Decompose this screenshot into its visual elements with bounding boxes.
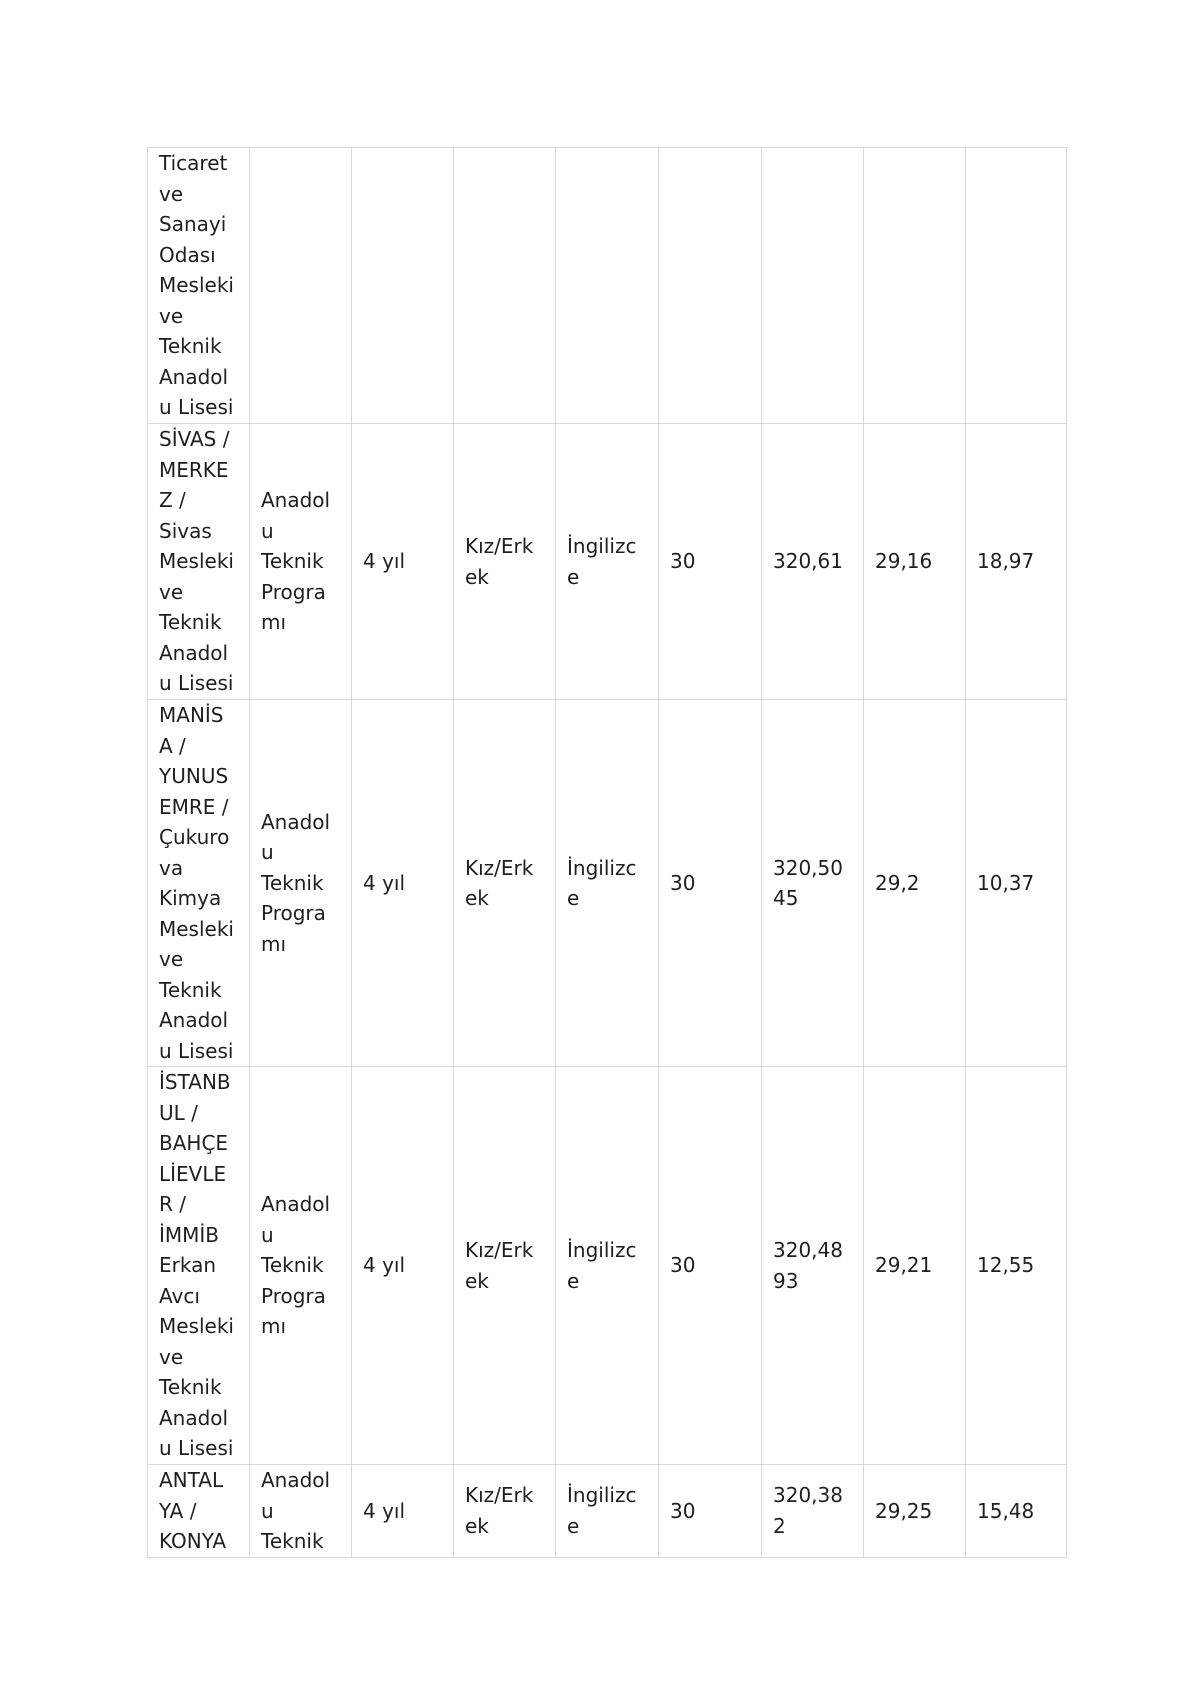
- program-cell: Anadol u Teknik Progra mı: [250, 1067, 352, 1465]
- table-row: [148, 148, 1067, 424]
- gender-cell: [454, 148, 556, 424]
- duration-cell: 4 yıl: [352, 424, 454, 700]
- school-cell: SİVAS / MERKE Z / Sivas Mesleki ve Teknik Anadol u Lisesi: [148, 424, 250, 700]
- quota-cell: 30: [659, 1067, 762, 1465]
- gender-cell: Kız/Erk ek: [454, 700, 556, 1067]
- quota-cell: 30: [659, 424, 762, 700]
- extra-cell: 10,37: [966, 700, 1067, 1067]
- score-cell: 320,38 2: [762, 1465, 864, 1558]
- duration-cell: 4 yıl: [352, 1067, 454, 1465]
- duration-cell: 4 yıl: [352, 700, 454, 1067]
- gender-cell: Kız/Erk ek: [454, 1067, 556, 1465]
- language-cell: [556, 148, 659, 424]
- table-row: [148, 1465, 1067, 1558]
- percentile-cell: [864, 148, 966, 424]
- percentile-cell: 29,25: [864, 1465, 966, 1558]
- table-row: [148, 1067, 1067, 1465]
- quota-cell: [659, 148, 762, 424]
- language-cell: İngilizc e: [556, 700, 659, 1067]
- quota-cell: 30: [659, 700, 762, 1067]
- program-cell: Anadol u Teknik Progra mı: [250, 424, 352, 700]
- program-cell: Anadol u Teknik Progra mı: [250, 700, 352, 1067]
- quota-cell: 30: [659, 1465, 762, 1558]
- extra-cell: 15,48: [966, 1465, 1067, 1558]
- duration-cell: 4 yıl: [352, 1465, 454, 1558]
- table-row: [148, 700, 1067, 1067]
- percentile-cell: 29,16: [864, 424, 966, 700]
- percentile-cell: 29,21: [864, 1067, 966, 1465]
- table-row: [148, 424, 1067, 700]
- school-cell: İSTANB UL / BAHÇE LİEVLE R / İMMİB Erkan Avcı Mesleki ve Teknik Anadol u Lisesi: [148, 1067, 250, 1465]
- gender-cell: Kız/Erk ek: [454, 424, 556, 700]
- school-score-table: [147, 147, 1067, 1558]
- score-cell: 320,61: [762, 424, 864, 700]
- school-cell: Ticaret ve Sanayi Odası Mesleki ve Teknik Anadol u Lisesi: [148, 148, 250, 424]
- program-cell: [250, 148, 352, 424]
- extra-cell: 12,55: [966, 1067, 1067, 1465]
- language-cell: İngilizc e: [556, 424, 659, 700]
- extra-cell: 18,97: [966, 424, 1067, 700]
- score-cell: [762, 148, 864, 424]
- school-cell: MANİS A / YUNUS EMRE / Çukuro va Kimya Mesleki ve Teknik Anadol u Lisesi: [148, 700, 250, 1067]
- language-cell: İngilizc e: [556, 1465, 659, 1558]
- score-cell: 320,50 45: [762, 700, 864, 1067]
- language-cell: İngilizc e: [556, 1067, 659, 1465]
- duration-cell: [352, 148, 454, 424]
- school-cell: ANTAL YA / KONYA: [148, 1465, 250, 1558]
- score-cell: 320,48 93: [762, 1067, 864, 1465]
- percentile-cell: 29,2: [864, 700, 966, 1067]
- extra-cell: [966, 148, 1067, 424]
- program-cell: Anadol u Teknik: [250, 1465, 352, 1558]
- gender-cell: Kız/Erk ek: [454, 1465, 556, 1558]
